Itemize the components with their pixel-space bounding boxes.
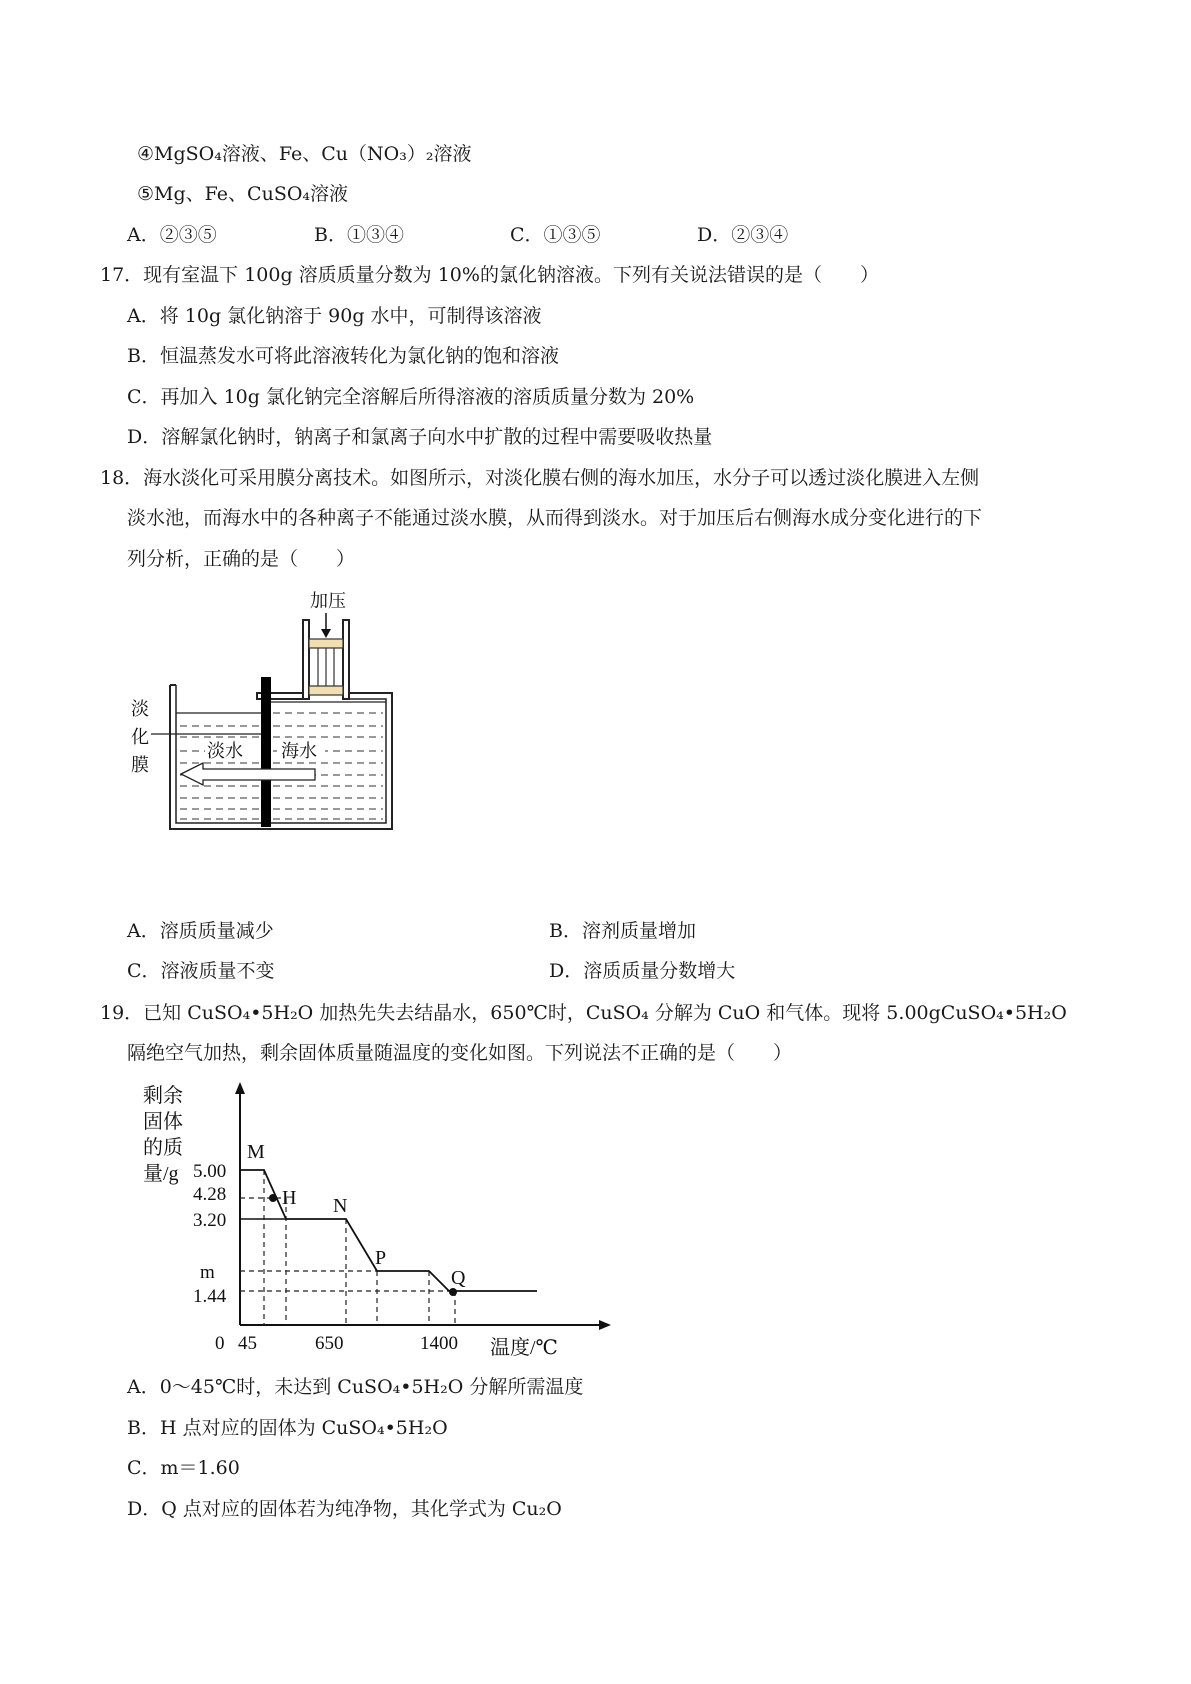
q19-option-b: B．H 点对应的固体为 CuSO₄•5H₂O	[127, 1417, 448, 1439]
y-tick-3.20: 3.20	[193, 1210, 227, 1231]
point-H-label: H	[282, 1187, 297, 1209]
q16-option-a: A．②③⑤	[127, 224, 217, 246]
fresh-water-label: 淡水	[207, 741, 243, 762]
point-M-label: M	[247, 1141, 265, 1163]
q16-item-5: ⑤Mg、Fe、CuSO₄溶液	[137, 183, 349, 205]
q16-item-4: ④MgSO₄溶液、Fe、Cu（NO₃）₂溶液	[137, 143, 472, 165]
q19-option-d: D．Q 点对应的固体若为纯净物，其化学式为 Cu₂O	[127, 1498, 562, 1520]
point-Q-marker	[449, 1288, 457, 1296]
q16-option-b: B．①③④	[314, 224, 404, 246]
pressure-label: 加压	[310, 591, 346, 612]
y-axis-label-line-4: 量/g	[143, 1163, 179, 1185]
sea-water-label: 海水	[281, 741, 317, 762]
point-N-label: N	[333, 1195, 348, 1217]
y-tick-1.44: 1.44	[193, 1286, 227, 1307]
mass-temperature-chart	[135, 1080, 625, 1360]
q19-stem-line-1: 19．已知 CuSO₄•5H₂O 加热先失去结晶水，650℃时，CuSO₄ 分解为 CuO 和气体。现将 5.00gCuSO₄•5H₂O	[100, 1002, 1067, 1024]
q19-option-c: C．m＝1.60	[127, 1457, 240, 1479]
q17-option-a: A．将 10g 氯化钠溶于 90g 水中，可制得该溶液	[127, 305, 542, 327]
x-tick-1400: 1400	[420, 1333, 458, 1354]
y-tick-5.00: 5.00	[193, 1161, 227, 1182]
q18-stem-line-3: 列分析，正确的是（ ）	[127, 548, 356, 570]
membrane-label-char-2: 化	[131, 727, 149, 748]
point-P-label: P	[375, 1247, 387, 1269]
y-tick-4.28: 4.28	[193, 1184, 227, 1205]
point-Q-label: Q	[451, 1267, 466, 1289]
q18-option-b: B．溶剂质量增加	[549, 920, 696, 942]
q19-option-a: A．0～45℃时，未达到 CuSO₄•5H₂O 分解所需温度	[127, 1376, 584, 1398]
q18-stem-line-2: 淡水池，而海水中的各种离子不能通过淡水膜，从而得到淡水。对于加压后右侧海水成分变化进行的下	[127, 507, 983, 529]
q18-stem-line-1: 18．海水淡化可采用膜分离技术。如图所示，对淡化膜右侧的海水加压，水分子可以透过淡化膜进入左侧	[100, 467, 980, 489]
y-axis-label-line-3: 的质	[143, 1137, 183, 1159]
membrane-label-char-1: 淡	[131, 699, 149, 720]
y-axis-label-line-2: 固体	[143, 1111, 183, 1133]
x-tick-650: 650	[315, 1333, 344, 1354]
q18-option-a: A．溶质质量减少	[127, 920, 274, 942]
q16-option-d: D．②③④	[697, 224, 789, 246]
q17-option-d: D．溶解氯化钠时，钠离子和氯离子向水中扩散的过程中需要吸收热量	[127, 426, 713, 448]
x-tick-45: 45	[238, 1333, 257, 1354]
q17-stem: 17．现有室温下 100g 溶质质量分数为 10%的氯化钠溶液。下列有关说法错误的是（ ）	[100, 264, 879, 286]
y-tick-m: m	[200, 1262, 215, 1283]
x-axis-label: 温度/℃	[490, 1337, 558, 1359]
desalination-diagram	[125, 585, 405, 835]
membrane-label-char-3: 膜	[131, 755, 149, 776]
x-tick-0: 0	[215, 1333, 225, 1354]
q17-option-c: C．再加入 10g 氯化钠完全溶解后所得溶液的溶质质量分数为 20%	[127, 386, 695, 408]
q17-option-b: B．恒温蒸发水可将此溶液转化为氯化钠的饱和溶液	[127, 345, 559, 367]
y-axis-label-line-1: 剩余	[143, 1085, 183, 1107]
point-H-marker	[269, 1194, 277, 1202]
q18-option-c: C．溶液质量不变	[127, 960, 275, 982]
q18-option-d: D．溶质质量分数增大	[549, 960, 736, 982]
q16-option-c: C．①③⑤	[510, 224, 601, 246]
q19-stem-line-2: 隔绝空气加热，剩余固体质量随温度的变化如图。下列说法不正确的是（ ）	[127, 1042, 793, 1064]
